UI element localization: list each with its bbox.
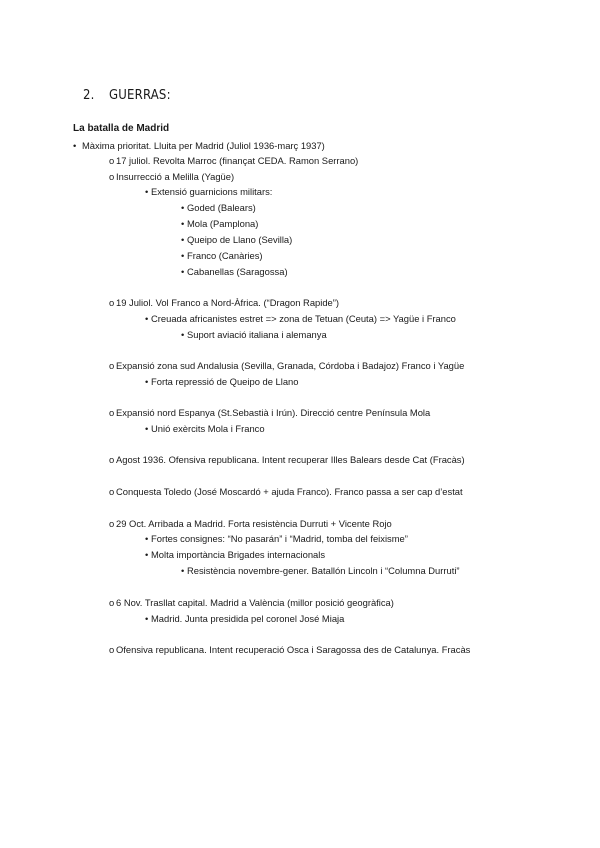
outline-item-level-1: [109, 486, 463, 498]
section-heading: [83, 88, 171, 103]
outline-item-level-1: [109, 171, 234, 183]
outline-item-text: Forta repressió de Queipo de Llano: [151, 376, 299, 387]
bullet-icon: •: [145, 186, 149, 197]
circle-bullet-icon: o: [109, 644, 115, 655]
outline-item-text: Màxima prioritat. Lluita per Madrid (Juliol 1936-març 1937): [82, 140, 325, 151]
outline-item-level-3: [181, 234, 292, 246]
outline-item-level-1: [109, 597, 394, 609]
outline-item-text: Madrid. Junta presidida pel coronel José Miaja: [151, 613, 345, 624]
outline-item-level-0: [73, 140, 325, 152]
bullet-icon: •: [73, 140, 77, 151]
outline-item-text: Expansió nord Espanya (St.Sebastià i Irún). Direcció centre Península Mola: [116, 407, 431, 418]
outline-item-level-1: [109, 518, 392, 530]
outline-item-text: Unió exèrcits Mola i Franco: [151, 423, 265, 434]
outline-item-level-1: [109, 454, 465, 466]
circle-bullet-icon: o: [109, 486, 115, 497]
outline-item-text: Goded (Balears): [187, 202, 256, 213]
outline-item-level-2: [145, 423, 265, 435]
bullet-icon: •: [181, 266, 185, 277]
outline-item-text: Insurrecció a Melilla (Yagüe): [116, 171, 235, 182]
outline-item-text: Resistència novembre-gener. Batallón Lincoln i “Columna Durruti”: [187, 565, 460, 576]
outline-item-text: Franco (Canàries): [187, 250, 263, 261]
outline-item-level-2: [145, 376, 299, 388]
circle-bullet-icon: o: [109, 297, 115, 308]
outline-item-level-3: [181, 250, 263, 262]
outline-item-level-3: [181, 218, 258, 230]
outline-item-level-3: [181, 329, 327, 341]
subsection-title: La batalla de Madrid: [73, 123, 170, 134]
bullet-icon: •: [145, 549, 149, 560]
outline-item-level-2: [145, 549, 325, 561]
outline-item-text: Conquesta Toledo (José Moscardó + ajuda Franco). Franco passa a ser cap d’estat: [116, 486, 463, 497]
outline-item-text: Ofensiva republicana. Intent recuperació Osca i Saragossa des de Catalunya. Fracàs: [116, 644, 471, 655]
circle-bullet-icon: o: [109, 454, 115, 465]
outline-item-level-2: [145, 533, 408, 545]
outline-item-level-3: [181, 266, 288, 278]
outline-item-level-2: [145, 613, 344, 625]
bullet-icon: •: [145, 613, 149, 624]
bullet-icon: •: [145, 533, 149, 544]
circle-bullet-icon: o: [109, 407, 115, 418]
outline-item-level-1: [109, 360, 464, 372]
outline-item-level-1: [109, 644, 470, 656]
outline-item-level-1: [109, 155, 358, 167]
outline-item-text: Agost 1936. Ofensiva republicana. Intent recuperar Illes Balears desde Cat (Fracàs): [116, 454, 465, 465]
outline-item-text: 17 juliol. Revolta Marroc (finançat CEDA. Ramon Serrano): [116, 155, 359, 166]
bullet-icon: •: [181, 234, 185, 245]
outline-item-text: Suport aviació italiana i alemanya: [187, 329, 327, 340]
circle-bullet-icon: o: [109, 155, 115, 166]
circle-bullet-icon: o: [109, 360, 115, 371]
outline-item-text: 19 Juliol. Vol Franco a Nord-Àfrica. (“Dragon Rapide”): [116, 297, 340, 308]
section-number: 2.: [83, 88, 95, 103]
circle-bullet-icon: o: [109, 597, 115, 608]
outline-item-text: 6 Nov. Trasllat capital. Madrid a València (millor posició geogràfica): [116, 597, 394, 608]
bullet-icon: •: [181, 202, 185, 213]
outline-item-text: Creuada africanistes estret => zona de Tetuan (Ceuta) => Yagüe i Franco: [151, 313, 456, 324]
outline-item-level-2: [145, 313, 456, 325]
outline-item-level-3: [181, 565, 460, 577]
bullet-icon: •: [145, 376, 149, 387]
outline-item-text: Mola (Pamplona): [187, 218, 259, 229]
bullet-icon: •: [181, 565, 185, 576]
outline-item-level-1: [109, 297, 339, 309]
outline-item-text: Queipo de Llano (Sevilla): [187, 234, 293, 245]
outline-item-level-2: [145, 186, 272, 198]
bullet-icon: •: [181, 218, 185, 229]
circle-bullet-icon: o: [109, 518, 115, 529]
outline-item-text: Extensió guarnicions militars:: [151, 186, 273, 197]
section-title: GUERRAS:: [109, 88, 171, 103]
outline-item-text: Expansió zona sud Andalusia (Sevilla, Granada, Córdoba i Badajoz) Franco i Yagüe: [116, 360, 465, 371]
outline-item-level-1: [109, 407, 430, 419]
bullet-icon: •: [181, 250, 185, 261]
circle-bullet-icon: o: [109, 171, 115, 182]
bullet-icon: •: [145, 313, 149, 324]
outline-item-level-3: [181, 202, 256, 214]
outline-item-text: Molta importància Brigades internacionals: [151, 549, 326, 560]
outline-item-text: Fortes consignes: “No pasarán” i “Madrid, tomba del feixisme”: [151, 533, 408, 544]
outline-item-text: 29 Oct. Arribada a Madrid. Forta resistència Durruti + Vicente Rojo: [116, 518, 392, 529]
bullet-icon: •: [145, 423, 149, 434]
outline-item-text: Cabanellas (Saragossa): [187, 266, 288, 277]
bullet-icon: •: [181, 329, 185, 340]
